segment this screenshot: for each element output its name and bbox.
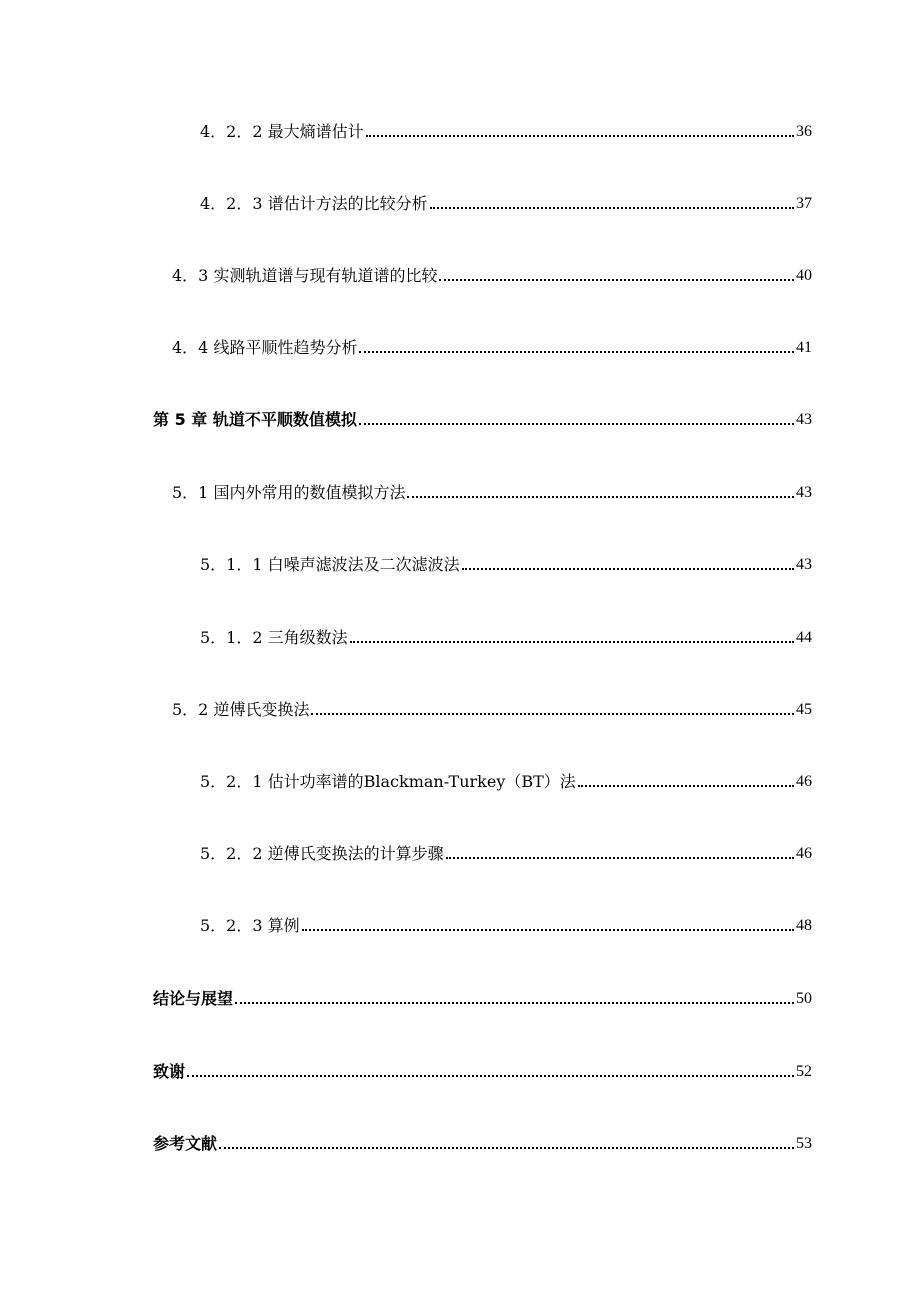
dot-leader: [217, 1132, 796, 1156]
toc-entry-page: 43: [796, 556, 812, 573]
toc-entry-page: 37: [796, 195, 812, 212]
dot-leader: [348, 626, 796, 650]
toc-entry-page: 40: [796, 267, 812, 284]
toc-entry-title: 第 5 章 轨道不平顺数值模拟: [153, 410, 357, 429]
toc-entry-5-1-2[interactable]: [200, 626, 812, 650]
toc-entry-page: 41: [796, 339, 812, 356]
toc-entry-title: 5．2．1 估计功率谱的Blackman-Turkey（BT）法: [200, 772, 576, 791]
toc-entry-5-2-3[interactable]: [200, 914, 812, 938]
dot-leader: [357, 408, 796, 432]
toc-entry-title: 5．1 国内外常用的数值模拟方法: [172, 483, 406, 502]
toc-entry-title: 结论与展望: [153, 989, 234, 1008]
toc-entry-page: 43: [796, 484, 812, 501]
toc-entry-title: 5．1．1 白噪声滤波法及二次滤波法: [200, 555, 460, 574]
toc-entry-4-4[interactable]: [172, 336, 812, 360]
toc-entry-title: 4．3 实测轨道谱与现有轨道谱的比较: [172, 266, 438, 285]
toc-entry-5-2[interactable]: [172, 698, 812, 722]
dot-leader: [357, 336, 796, 360]
dot-leader: [185, 1060, 796, 1084]
toc-entry-title: 5．2．2 逆傅氏变换法的计算步骤: [200, 844, 444, 863]
dot-leader: [428, 192, 796, 216]
toc-entry-4-2-3[interactable]: [200, 192, 812, 216]
dot-leader: [309, 698, 796, 722]
toc-entry-references[interactable]: [153, 1132, 812, 1156]
toc-entry-title: 4．2．2 最大熵谱估计: [200, 122, 364, 141]
toc-entry-5-2-2[interactable]: [200, 842, 812, 866]
toc-entry-acknowledgements[interactable]: [153, 1060, 812, 1084]
toc-entry-title: 5．1．2 三角级数法: [200, 628, 348, 647]
toc-entry-page: 48: [796, 917, 812, 934]
toc-entry-title: 5．2．3 算例: [200, 916, 300, 935]
toc-entry-page: 46: [796, 773, 812, 790]
toc-entry-4-3[interactable]: [172, 264, 812, 288]
dot-leader: [437, 264, 796, 288]
toc-entry-page: 53: [796, 1135, 812, 1152]
toc-entry-title: 致谢: [153, 1062, 186, 1081]
toc-entry-conclusion[interactable]: [153, 987, 812, 1011]
toc-entry-page: 46: [796, 845, 812, 862]
toc-entry-chapter-5[interactable]: [153, 408, 812, 432]
dot-leader: [444, 842, 796, 866]
toc-entry-page: 45: [796, 701, 812, 718]
dot-leader: [576, 770, 796, 794]
toc-entry-title: 4．4 线路平顺性趋势分析: [172, 338, 358, 357]
toc-entry-title: 参考文献: [153, 1134, 218, 1153]
toc-entry-title: 4．2．3 谱估计方法的比较分析: [200, 194, 428, 213]
dot-leader: [405, 481, 796, 505]
dot-leader: [364, 120, 796, 144]
toc-entry-4-2-2[interactable]: [200, 120, 812, 144]
dot-leader: [233, 987, 796, 1011]
toc-entry-page: 52: [796, 1063, 812, 1080]
toc-entry-page: 44: [796, 629, 812, 646]
toc-entry-title: 5．2 逆傅氏变换法: [172, 700, 310, 719]
toc-entry-page: 36: [796, 123, 812, 140]
dot-leader: [460, 553, 796, 577]
dot-leader: [300, 914, 796, 938]
toc-entry-5-1[interactable]: [172, 481, 812, 505]
toc-entry-5-2-1[interactable]: [200, 770, 812, 794]
toc-entry-page: 43: [796, 411, 812, 428]
toc-entry-5-1-1[interactable]: [200, 553, 812, 577]
toc-entry-page: 50: [796, 990, 812, 1007]
